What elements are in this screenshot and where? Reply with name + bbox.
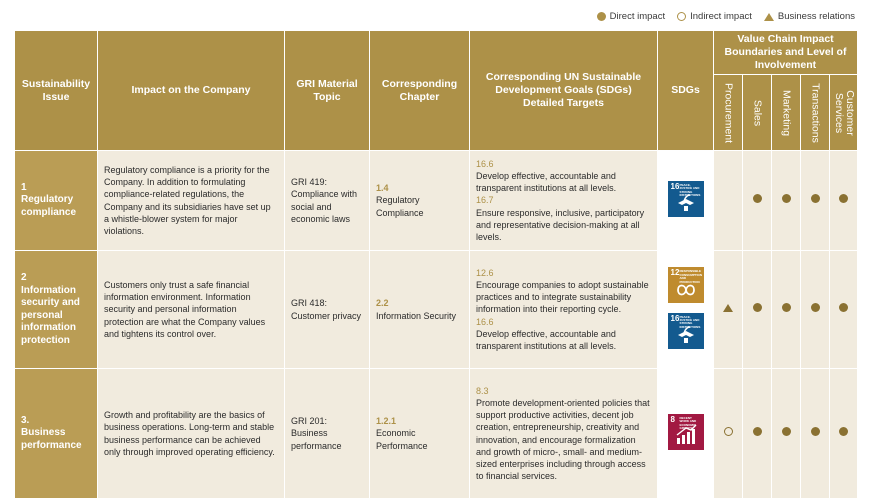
header-targets: Corresponding UN Sustainable Development Goals (SDGs) Detailed Targets [470, 31, 658, 151]
header-transactions [801, 75, 830, 151]
sdg-number: 12 [670, 268, 680, 278]
legend-indirect [677, 11, 752, 22]
header-transactions-label: Transactions [809, 82, 822, 143]
sdgs-cell [658, 369, 714, 499]
target-number: 8.3 [476, 385, 489, 396]
gri-cell: GRI 201: Business performance [285, 369, 370, 499]
involvement-cell [714, 369, 743, 499]
legend-direct-label: Direct impact [609, 11, 666, 22]
sdg-number: 16 [670, 313, 680, 323]
chapter-name: Information Security [376, 310, 457, 321]
target-number: 16.7 [476, 195, 494, 206]
legend-indirect-label: Indirect impact [690, 11, 752, 22]
impact-cell: Customers only trust a safe financial information environment. Information security and personal information protection are what the Company values and tightens its control over. [98, 251, 285, 369]
chapter-cell [370, 251, 470, 369]
business-relations-icon [764, 13, 774, 21]
header-marketing [772, 75, 801, 151]
target-number: 16.6 [476, 158, 494, 169]
impact-cell: Regulatory compliance is a priority for the Company. In addition to formulating compliance-related regulations, the Company and its subsidiaries have set up a whistle-blower system for major violations. [98, 151, 285, 251]
table-row [15, 251, 858, 369]
direct-impact-icon [811, 303, 820, 312]
involvement-cell [830, 251, 858, 369]
gri-cell: GRI 419: Compliance with social and economic laws [285, 151, 370, 251]
legend-business [764, 11, 855, 22]
header-procurement [714, 75, 743, 151]
targets-cell [470, 151, 658, 251]
direct-impact-icon [753, 194, 762, 203]
involvement-cell [743, 251, 772, 369]
sdg-16-icon [668, 181, 704, 217]
issue-cell: 2 Information security and personal information protection [15, 251, 98, 369]
header-procurement-label: Procurement [722, 82, 735, 143]
target-text: Ensure responsive, inclusive, participatory and representative decision-making at all levels. [476, 207, 645, 242]
issue-cell: 1 Regulatory compliance [15, 151, 98, 251]
target-text: Encourage companies to adopt sustainable practices and to integrate sustainability information into their reporting cycle. [476, 279, 649, 315]
gri-cell: GRI 418: Customer privacy [285, 251, 370, 369]
target-text: Promote development-oriented policies that support productive activities, decent job creation, entrepreneurship, creativity and innovation, and encourage formalization and growth of micro-, small- and medium-sized enterprises including through access to financial services. [476, 397, 650, 482]
direct-impact-icon [839, 194, 848, 203]
business-relations-icon [723, 304, 733, 312]
direct-impact-icon [753, 427, 762, 436]
involvement-cell [801, 151, 830, 251]
issue-cell: 3. Business performance [15, 369, 98, 499]
target-text: Develop effective, accountable and transparent institutions at all levels. [476, 328, 617, 351]
direct-impact-icon [839, 427, 848, 436]
header-sales [743, 75, 772, 151]
direct-impact-icon [811, 194, 820, 203]
target-text: Develop effective, accountable and transparent institutions at all levels. [476, 170, 617, 194]
sdg-caption: DECENT WORK AND ECONOMIC GROWTH [679, 415, 697, 431]
header-impact: Impact on the Company [98, 31, 285, 151]
chapter-number: 1.2.1 [376, 416, 397, 427]
impact-cell: Growth and profitability are the basics of business operations. Long-term and stable business performance can be achieved only through improved operating efficiency. [98, 369, 285, 499]
chapter-name: Regulatory Compliance [376, 195, 424, 218]
header-issue: Sustainability Issue [15, 31, 98, 151]
direct-impact-icon [839, 303, 848, 312]
direct-impact-icon [782, 427, 791, 436]
header-marketing-label: Marketing [780, 89, 793, 136]
chapter-name: Economic Performance [376, 428, 428, 451]
involvement-cell [743, 151, 772, 251]
materiality-table [14, 30, 858, 499]
sdg-12-icon [668, 267, 704, 303]
sdgs-cell [658, 251, 714, 369]
direct-impact-icon [811, 427, 820, 436]
header-chapter: Corresponding Chapter [370, 31, 470, 151]
chapter-number: 1.4 [376, 183, 389, 194]
sdg-16-icon [668, 313, 704, 349]
sdg-number: 16 [670, 181, 680, 191]
involvement-cell [801, 251, 830, 369]
targets-cell [470, 251, 658, 369]
target-number: 16.6 [476, 316, 494, 327]
chapter-cell [370, 369, 470, 499]
involvement-cell [772, 369, 801, 499]
header-sales-label: Sales [751, 99, 764, 126]
legend-business-label: Business relations [777, 11, 855, 22]
chapter-number: 2.2 [376, 298, 389, 309]
legend [597, 11, 855, 22]
indirect-impact-icon [724, 427, 733, 436]
involvement-cell [801, 369, 830, 499]
legend-direct [597, 11, 665, 22]
header-customer-services-label: Customer Services [832, 89, 856, 136]
involvement-cell [830, 151, 858, 251]
indirect-impact-icon [677, 12, 686, 21]
sdg-8-icon [668, 414, 704, 450]
involvement-cell [714, 151, 743, 251]
direct-impact-icon [753, 303, 762, 312]
targets-cell [470, 369, 658, 499]
sdg-number: 8 [670, 414, 675, 424]
sdg-caption: PEACE, JUSTICE AND STRONG INSTITUTIONS [679, 182, 701, 198]
sdgs-cell [658, 151, 714, 251]
header-value-chain: Value Chain Impact Boundaries and Level of Involvement [714, 31, 858, 75]
target-number: 12.6 [476, 267, 494, 278]
sdg-caption: PEACE, JUSTICE AND STRONG INSTITUTIONS [679, 314, 701, 329]
involvement-cell [743, 369, 772, 499]
involvement-cell [714, 251, 743, 369]
table-row [15, 369, 858, 499]
direct-impact-icon [597, 12, 606, 21]
direct-impact-icon [782, 194, 791, 203]
involvement-cell [772, 251, 801, 369]
header-gri: GRI Material Topic [285, 31, 370, 151]
involvement-cell [772, 151, 801, 251]
involvement-cell [830, 369, 858, 499]
chapter-cell [370, 151, 470, 251]
header-sdgs: SDGs [658, 31, 714, 151]
header-customer-services [830, 75, 858, 151]
sdg-caption: RESPONSIBLE CONSUMPTION AND PRODUCTION [679, 269, 702, 284]
table-row [15, 151, 858, 251]
direct-impact-icon [782, 303, 791, 312]
